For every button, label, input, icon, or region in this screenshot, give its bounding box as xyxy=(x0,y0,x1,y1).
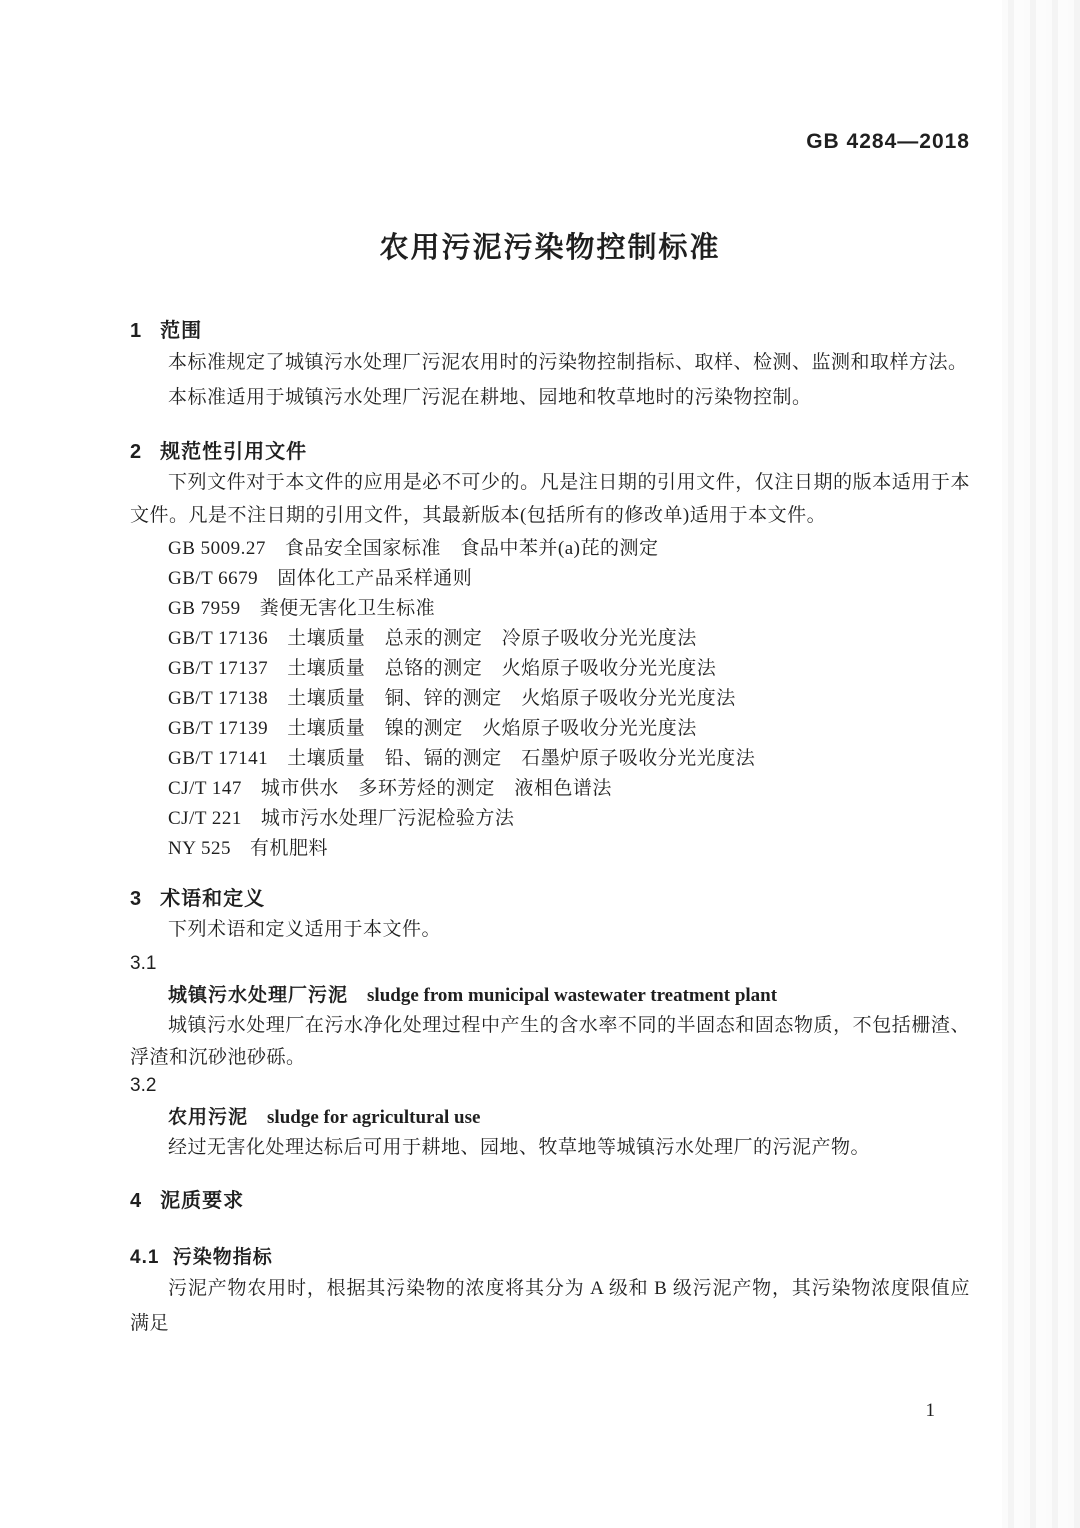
page-number: 1 xyxy=(925,1400,935,1421)
section-3-heading xyxy=(130,886,970,913)
reference-code: GB/T 17139 xyxy=(168,718,269,739)
document-content xyxy=(130,0,970,1341)
reference-code: CJ/T 221 xyxy=(168,808,242,829)
term-1-number: 3.1 xyxy=(130,953,157,974)
reference-title: 粪便无害化卫生标准 xyxy=(259,598,436,619)
reference-item xyxy=(168,774,970,804)
reference-title: 土壤质量 总铬的测定 火焰原子吸收分光光度法 xyxy=(287,658,717,679)
section-4-title: 泥质要求 xyxy=(160,1190,245,1212)
term-2-definition: 经过无害化处理达标后可用于耕地、园地、牧草地等城镇污水处理厂的污泥产物。 xyxy=(168,1137,871,1158)
reference-code: GB 5009.27 xyxy=(168,538,266,559)
reference-title: 城市污水处理厂污泥检验方法 xyxy=(260,808,515,829)
reference-code: GB/T 6679 xyxy=(168,568,259,589)
term-1-zh: 城镇污水处理厂污泥 xyxy=(168,985,349,1006)
reference-title: 城市供水 多环芳烃的测定 液相色谱法 xyxy=(260,778,612,799)
reference-item xyxy=(168,564,970,594)
reference-code: GB 7959 xyxy=(168,598,241,619)
section-1-paragraph-1: 本标准规定了城镇污水处理厂污泥农用时的污染物控制指标、取样、检测、监测和取样方法。 xyxy=(168,352,968,373)
reference-item xyxy=(168,804,970,834)
reference-title: 土壤质量 铅、镉的测定 石墨炉原子吸收分光光度法 xyxy=(287,748,756,769)
section-3-intro: 下列术语和定义适用于本文件。 xyxy=(168,919,442,940)
references-list xyxy=(130,534,970,864)
reference-item xyxy=(168,744,970,774)
reference-item xyxy=(168,594,970,624)
section-3-title: 术语和定义 xyxy=(160,888,266,910)
section-4-paragraph: 污泥产物农用时，根据其污染物的浓度将其分为 A 级和 B 级污泥产物，其污染物浓度限值应满足 xyxy=(130,1278,970,1334)
section-4-1-number: 4.1 xyxy=(130,1247,160,1268)
section-2-number: 2 xyxy=(130,441,143,463)
document-title: 农用污泥污染物控制标准 xyxy=(379,232,721,264)
term-2-zh: 农用污泥 xyxy=(168,1107,249,1128)
reference-item xyxy=(168,534,970,564)
reference-code: GB/T 17138 xyxy=(168,688,269,709)
term-2-heading xyxy=(130,1104,970,1132)
section-2-title: 规范性引用文件 xyxy=(160,441,308,463)
reference-title: 土壤质量 镍的测定 火焰原子吸收分光光度法 xyxy=(287,718,697,739)
reference-title: 土壤质量 总汞的测定 冷原子吸收分光光度法 xyxy=(287,628,697,649)
section-2-heading xyxy=(130,439,970,466)
reference-code: NY 525 xyxy=(168,838,231,859)
term-1-definition: 城镇污水处理厂在污水净化处理过程中产生的含水率不同的半固态和固态物质，不包括栅渣、浮渣和沉砂池砂砾。 xyxy=(130,1015,970,1068)
reference-code: GB/T 17137 xyxy=(168,658,269,679)
section-1-title: 范围 xyxy=(160,320,203,342)
section-4-1-heading xyxy=(130,1245,970,1271)
section-3-number: 3 xyxy=(130,888,143,910)
term-2-en: sludge for agricultural use xyxy=(267,1107,481,1128)
section-1-paragraph-2: 本标准适用于城镇污水处理厂污泥在耕地、园地和牧草地时的污染物控制。 xyxy=(168,387,812,408)
reference-item xyxy=(168,834,970,864)
section-4-1-title: 污染物指标 xyxy=(172,1247,273,1268)
section-2-intro: 下列文件对于本文件的应用是必不可少的。凡是注日期的引用文件，仅注日期的版本适用于本文件。凡是不注日期的引用文件，其最新版本(包括所有的修改单)适用于本文件。 xyxy=(130,472,970,526)
section-4-heading xyxy=(130,1188,970,1215)
scan-artifact xyxy=(1002,0,1080,1528)
term-1-heading xyxy=(130,982,970,1010)
reference-code: CJ/T 147 xyxy=(168,778,242,799)
term-1-en: sludge from municipal wastewater treatment plant xyxy=(367,985,778,1006)
reference-code: GB/T 17136 xyxy=(168,628,269,649)
reference-title: 食品安全国家标准 食品中苯并(a)芘的测定 xyxy=(284,538,659,559)
term-2-number: 3.2 xyxy=(130,1075,157,1096)
reference-item xyxy=(168,714,970,744)
reference-title: 有机肥料 xyxy=(250,838,329,859)
reference-item xyxy=(168,624,970,654)
section-1-number: 1 xyxy=(130,320,143,342)
reference-item xyxy=(168,684,970,714)
standard-number: GB 4284—2018 xyxy=(806,130,970,153)
reference-code: GB/T 17141 xyxy=(168,748,269,769)
reference-title: 固体化工产品采样通则 xyxy=(277,568,473,589)
reference-title: 土壤质量 铜、锌的测定 火焰原子吸收分光光度法 xyxy=(287,688,736,709)
section-1-heading xyxy=(130,318,970,345)
reference-item xyxy=(168,654,970,684)
section-4-number: 4 xyxy=(130,1190,143,1212)
